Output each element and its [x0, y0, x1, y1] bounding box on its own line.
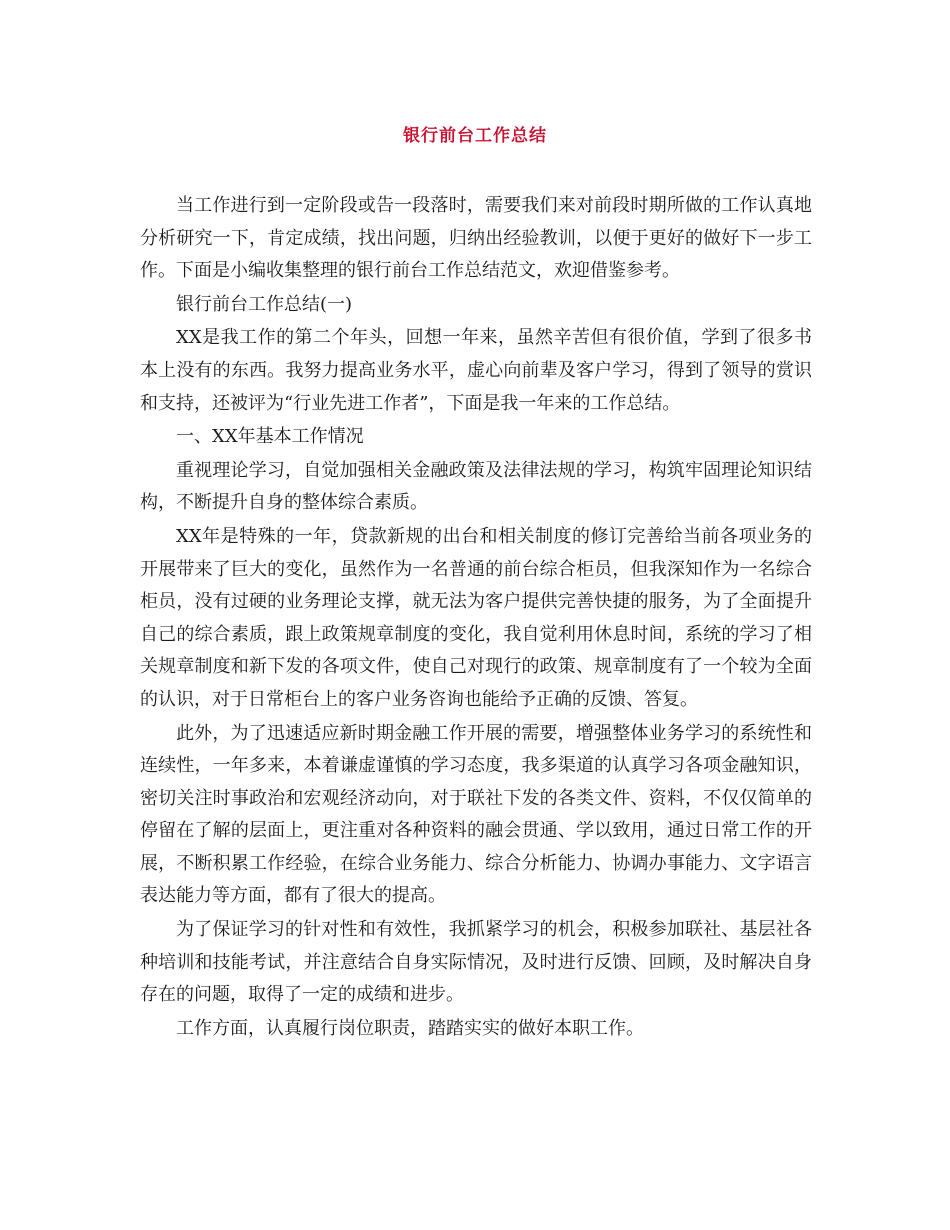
- body-paragraph: 此外，为了迅速适应新时期金融工作开展的需要，增强整体业务学习的系统性和连续性，一年多来，本着谦虚谨慎的学习态度，我多渠道的认真学习各项金融知识，密切关注时事政治和宏观经济动向，对于联社下发的各类文件、资料，不仅仅简单的停留在了解的层面上，更注重对各种资料的融会贯通、学以致用，通过日常工作的开展，不断积累工作经验，在综合业务能力、综合分析能力、协调办事能力、文字语言表达能力等方面，都有了很大的提高。: [140, 722, 812, 907]
- body-paragraph: XX年是特殊的一年，贷款新规的出台和相关制度的修订完善给当前各项业务的开展带来了巨大的变化，虽然作为一名普通的前台综合柜员，但我深知作为一名综合柜员，没有过硬的业务理论支撑，就无法为客户提供完善快捷的服务，为了全面提升自己的综合素质，跟上政策规章制度的变化，我自觉利用休息时间，系统的学习了相关规章制度和新下发的各项文件，使自己对现行的政策、规章制度有了一个较为全面的认识，对于日常柜台上的客户业务咨询也能给予正确的反馈、答复。: [140, 525, 812, 710]
- section-heading-basic-work: 一、XX年基本工作情况: [176, 426, 364, 448]
- body-paragraph: 工作方面，认真履行岗位职责，踏踏实实的做好本职工作。: [176, 1017, 644, 1039]
- document-title: 银行前台工作总结: [403, 126, 547, 146]
- body-paragraph: XX是我工作的第二个年头，回想一年来，虽然辛苦但有很价值，学到了很多书本上没有的东西。我努力提高业务水平，虚心向前辈及客户学习，得到了领导的赏识和支持，还被评为“行业先进工作者”，下面是我一年来的工作总结。: [140, 327, 812, 414]
- body-paragraph: 为了保证学习的针对性和有效性，我抓紧学习的机会，积极参加联社、基层社各种培训和技能考试，并注意结合自身实际情况，及时进行反馈、回顾，及时解决自身存在的问题，取得了一定的成绩和进步。: [140, 919, 812, 1006]
- body-paragraph: 重视理论学习，自觉加强相关金融政策及法律法规的学习，构筑牢固理论知识结构，不断提升自身的整体综合素质。: [140, 459, 812, 514]
- section-heading-summary-one: 银行前台工作总结(一): [176, 293, 353, 315]
- document-body: [140, 190, 812, 1046]
- intro-paragraph: 当工作进行到一定阶段或告一段落时，需要我们来对前段时期所做的工作认真地分析研究一下，肯定成绩，找出问题，归纳出经验教训，以便于更好的做好下一步工作。下面是小编收集整理的银行前台工作总结范文，欢迎借鉴参考。: [140, 195, 812, 282]
